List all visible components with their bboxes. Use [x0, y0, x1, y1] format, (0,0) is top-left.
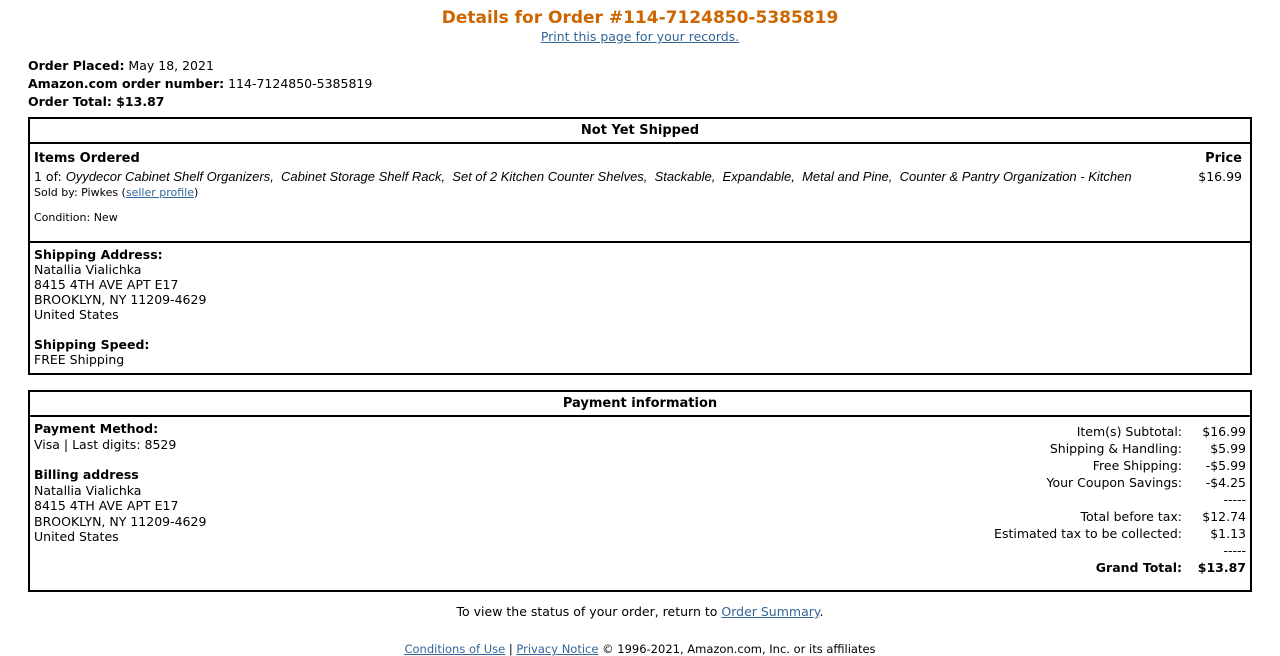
payment-body — [30, 417, 1250, 590]
summary-value: -$5.99 — [1205, 458, 1246, 473]
item-price: $16.99 — [1198, 169, 1242, 184]
summary-value: ----- — [1223, 492, 1246, 507]
seller-profile-link[interactable]: seller profile — [125, 186, 195, 199]
order-placed-value: May 18, 2021 — [124, 58, 214, 73]
item-quantity: 1 of: — [34, 169, 66, 184]
payment-information-header: Payment information — [30, 392, 1250, 417]
spacer — [34, 452, 826, 467]
item-condition: Condition: New — [34, 211, 118, 224]
payment-method-label: Payment Method: — [34, 421, 159, 436]
summary-row-coupon-savings — [826, 474, 1246, 491]
item-title: Oyydecor Cabinet Shelf Organizers, Cabinet Storage Shelf Rack, Set of 2 Kitchen Counter Shelves, Stackable, Expandable, Metal and Pine, Counter & Pantry Organization - Kitchen — [65, 169, 1132, 184]
legal-footer — [0, 642, 1280, 656]
shipment-status-header: Not Yet Shipped — [30, 119, 1250, 144]
payment-method-value: Visa | Last digits: 8529 — [34, 436, 177, 452]
shipping-address-section — [30, 243, 1250, 373]
summary-value: ----- — [1223, 543, 1246, 558]
summary-value: $5.99 — [1210, 441, 1246, 456]
summary-row-subtotal — [826, 423, 1246, 440]
payment-box — [28, 390, 1252, 592]
order-number-label: Amazon.com order number: — [28, 76, 225, 91]
summary-value: $1.13 — [1210, 526, 1246, 541]
order-total-line — [28, 93, 1280, 111]
items-ordered-column — [34, 150, 1150, 225]
payment-method-section — [34, 421, 826, 576]
conditions-of-use-link[interactable]: Conditions of Use — [404, 642, 506, 656]
summary-label: Shipping & Handling: — [1049, 441, 1182, 456]
summary-separator — [826, 491, 1246, 508]
shipping-address-line2: BROOKLYN, NY 11209-4629 — [34, 292, 207, 307]
shipping-address-line1: 8415 4TH AVE APT E17 — [34, 277, 179, 292]
print-page-link[interactable]: Print this page for your records. — [540, 29, 740, 44]
summary-value: $12.74 — [1202, 509, 1246, 524]
copyright-text: © 1996-2021, Amazon.com, Inc. or its affiliates — [598, 642, 876, 656]
shipping-address-label: Shipping Address: — [34, 247, 163, 262]
order-summary-link[interactable]: Order Summary — [721, 604, 820, 619]
summary-label: Estimated tax to be collected: — [994, 526, 1182, 541]
spacer — [34, 322, 1246, 337]
summary-row-grand-total — [826, 559, 1246, 576]
order-placed-label: Order Placed: — [28, 58, 125, 73]
item-line — [34, 168, 1150, 185]
privacy-notice-link[interactable]: Privacy Notice — [516, 642, 599, 656]
billing-address-line1: 8415 4TH AVE APT E17 — [34, 498, 179, 513]
sold-by-line — [34, 185, 1150, 200]
summary-row-estimated-tax — [826, 525, 1246, 542]
summary-label: Grand Total: — [1095, 560, 1182, 575]
shipping-speed-value: FREE Shipping — [34, 352, 125, 367]
summary-value: $13.87 — [1197, 560, 1246, 575]
shipping-address-name: Natallia Vialichka — [34, 262, 142, 277]
billing-address-country: United States — [34, 529, 119, 544]
order-number-value: 114-7124850-5385819 — [224, 76, 373, 91]
status-suffix: . — [819, 604, 824, 619]
order-total-label: Order Total: $13.87 — [28, 94, 165, 109]
order-status-footer — [0, 604, 1280, 620]
billing-address-name: Natallia Vialichka — [34, 482, 142, 498]
sold-by-prefix: Sold by: Piwkes ( — [34, 186, 126, 199]
billing-address-line2: BROOKLYN, NY 11209-4629 — [34, 513, 207, 529]
page-header — [0, 8, 1280, 45]
summary-value: $16.99 — [1202, 424, 1246, 439]
footer-separator: | — [505, 642, 517, 656]
order-summary-section — [826, 421, 1246, 576]
summary-label: Your Coupon Savings: — [1046, 475, 1182, 490]
shipping-speed-label: Shipping Speed: — [34, 337, 150, 352]
items-ordered-label: Items Ordered — [34, 151, 140, 166]
price-column — [1150, 150, 1246, 225]
summary-value: -$4.25 — [1205, 475, 1246, 490]
summary-label: Item(s) Subtotal: — [1076, 424, 1182, 439]
shipment-box — [28, 117, 1252, 375]
summary-row-shipping-handling — [826, 440, 1246, 457]
summary-label: Total before tax: — [1080, 509, 1182, 524]
items-ordered-row — [30, 144, 1250, 243]
summary-label: Free Shipping: — [1092, 458, 1182, 473]
shipping-address-country: United States — [34, 307, 119, 322]
summary-row-free-shipping — [826, 457, 1246, 474]
order-number-line — [28, 75, 1280, 93]
order-placed-line — [28, 57, 1280, 75]
billing-address-label: Billing address — [34, 467, 139, 482]
sold-by-suffix: ) — [194, 186, 199, 199]
summary-separator — [826, 542, 1246, 559]
status-prefix: To view the status of your order, return to — [456, 604, 722, 619]
price-label: Price — [1205, 151, 1242, 166]
summary-row-total-before-tax — [826, 508, 1246, 525]
page-title: Details for Order #114-7124850-5385819 — [441, 8, 839, 28]
order-info — [28, 57, 1280, 111]
